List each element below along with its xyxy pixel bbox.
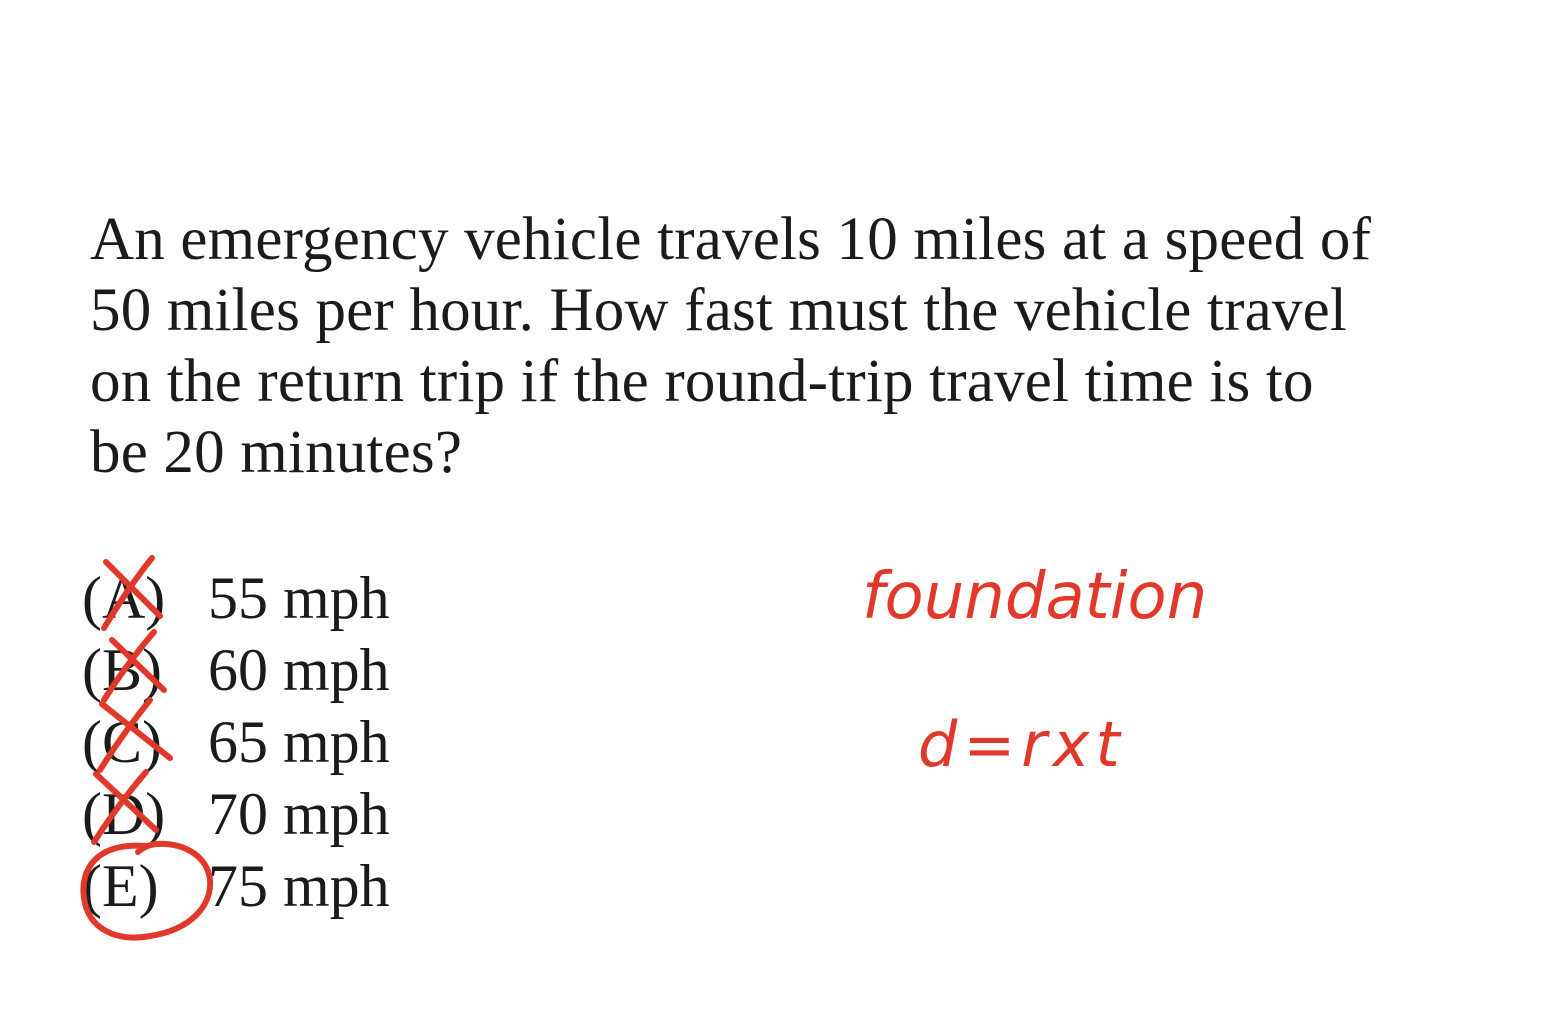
handwritten-formula: d=rxt	[918, 708, 1126, 781]
choice-c[interactable]	[82, 706, 390, 778]
choice-letter: (C)	[82, 709, 162, 775]
choice-b[interactable]	[82, 634, 390, 706]
handwritten-word: foundation	[862, 560, 1208, 634]
answer-choices	[82, 562, 390, 922]
question-line: on the return trip if the round-trip travel time is to	[90, 348, 1314, 415]
question-line: An emergency vehicle travels 10 miles at a speed of	[90, 206, 1372, 273]
question-text	[90, 204, 1510, 488]
choice-letter: (B)	[82, 637, 162, 703]
choice-d[interactable]	[82, 778, 390, 850]
choice-value: 65 mph	[208, 709, 390, 775]
choice-a[interactable]	[82, 562, 390, 634]
question-line: 50 miles per hour. How fast must the vehicle travel	[90, 277, 1348, 344]
choice-value: 75 mph	[208, 853, 390, 919]
choice-value: 60 mph	[208, 637, 390, 703]
choice-e[interactable]	[82, 850, 390, 922]
choice-value: 55 mph	[208, 565, 390, 631]
choice-letter: (E)	[82, 853, 159, 919]
choice-letter: (D)	[82, 781, 166, 847]
choice-value: 70 mph	[208, 781, 390, 847]
choice-letter: (A)	[82, 565, 166, 631]
question-line: be 20 minutes?	[90, 419, 463, 486]
